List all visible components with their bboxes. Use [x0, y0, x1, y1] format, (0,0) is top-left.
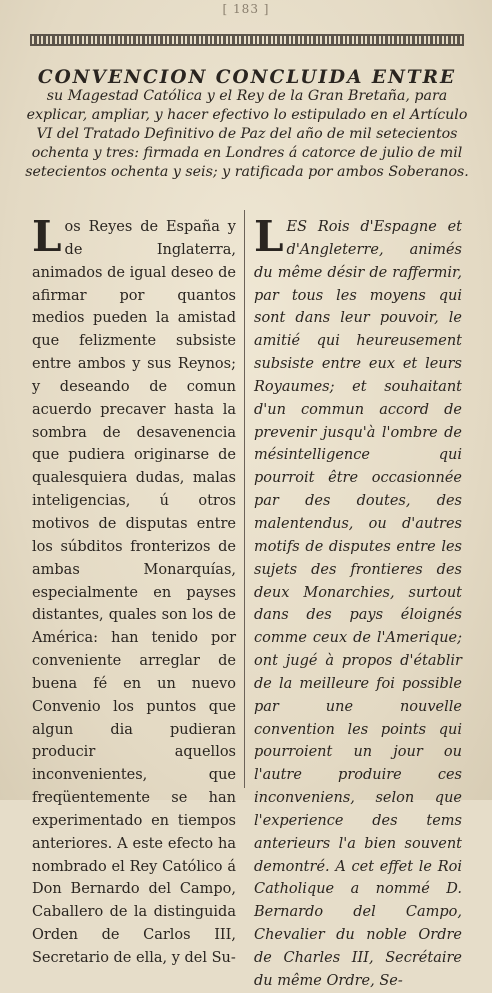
heading-subtitle: su Magestad Católica y el Rey de la Gran Bretaña, para explicar, ampliar, y hacer efectivo lo estipulado en el Artículo VI del Tratado Definitivo de Paz del año de mil setecientos ochenta y tres: firmada en Londres á catorce de julio de mil setecientos ochenta y seis; y ratificada por ambos Soberanos.	[25, 88, 469, 180]
french-dropcap: L	[254, 212, 284, 261]
column-divider	[244, 210, 245, 788]
french-column	[254, 212, 462, 989]
page-number: [ 183 ]	[222, 2, 270, 16]
document-heading	[24, 68, 470, 182]
spanish-dropcap: L	[32, 212, 62, 261]
decorative-border-ornament	[30, 34, 464, 46]
heading-title: CONVENCION CONCLUIDA ENTRE	[37, 67, 457, 88]
spanish-column	[32, 212, 236, 966]
french-text: ES Rois d'Espagne et d'Angleterre, animés du même désir de raffermir, par tous les moyens qui sont dans leur pouvoir, le amitié qui heureusement subsiste entre eux et leurs Royaumes; et souhaitant d'un commun accord de prevenir jusqu'à l'ombre de mésintelligence qui pourroit être occasionnée par des doutes, des malentendus, ou d'autres motifs de disputes entre les sujets des frontieres des deux Monarchies, surtout dans des pays éloignés comme ceux de l'Amerique; ont jugé à propos d'établir de la meilleure foi possible par une nouvelle convention les points qui pourroient un jour ou l'autre produire ces inconveniens, selon que l'experience des tems anterieurs l'a bien souvent demontré. A cet effet le Roi Catholique a nommé D. Bernardo del Campo, Chevalier du noble Ordre de Charles III, Secrétaire du même Ordre, Se-	[254, 219, 462, 989]
spanish-text: os Reyes de España y de Inglaterra, animados de igual deseo de afirmar por quantos medios pueden la amistad que felizmente subsiste entre ambos y sus Reynos; y deseando de comun acuerdo precaver hasta la sombra de desavenencia que pudiera originarse de qualesquiera dudas, malas inteligencias, ú otros motivos de disputas entre los súbditos fronterizos de ambas Monarquías, especialmente en payses distantes, quales son los de América: han tenido por conveniente arreglar de buena fé en un nuevo Convenio los puntos que algun dia pudieran producir aquellos inconvenientes, que freqüentemente se han experimentado en tiempos anteriores. A este efecto ha nombrado el Rey Católico á Don Bernardo del Campo, Caballero de la distinguida Orden de Carlos III, Secretario de ella, y del Su-	[32, 219, 236, 966]
